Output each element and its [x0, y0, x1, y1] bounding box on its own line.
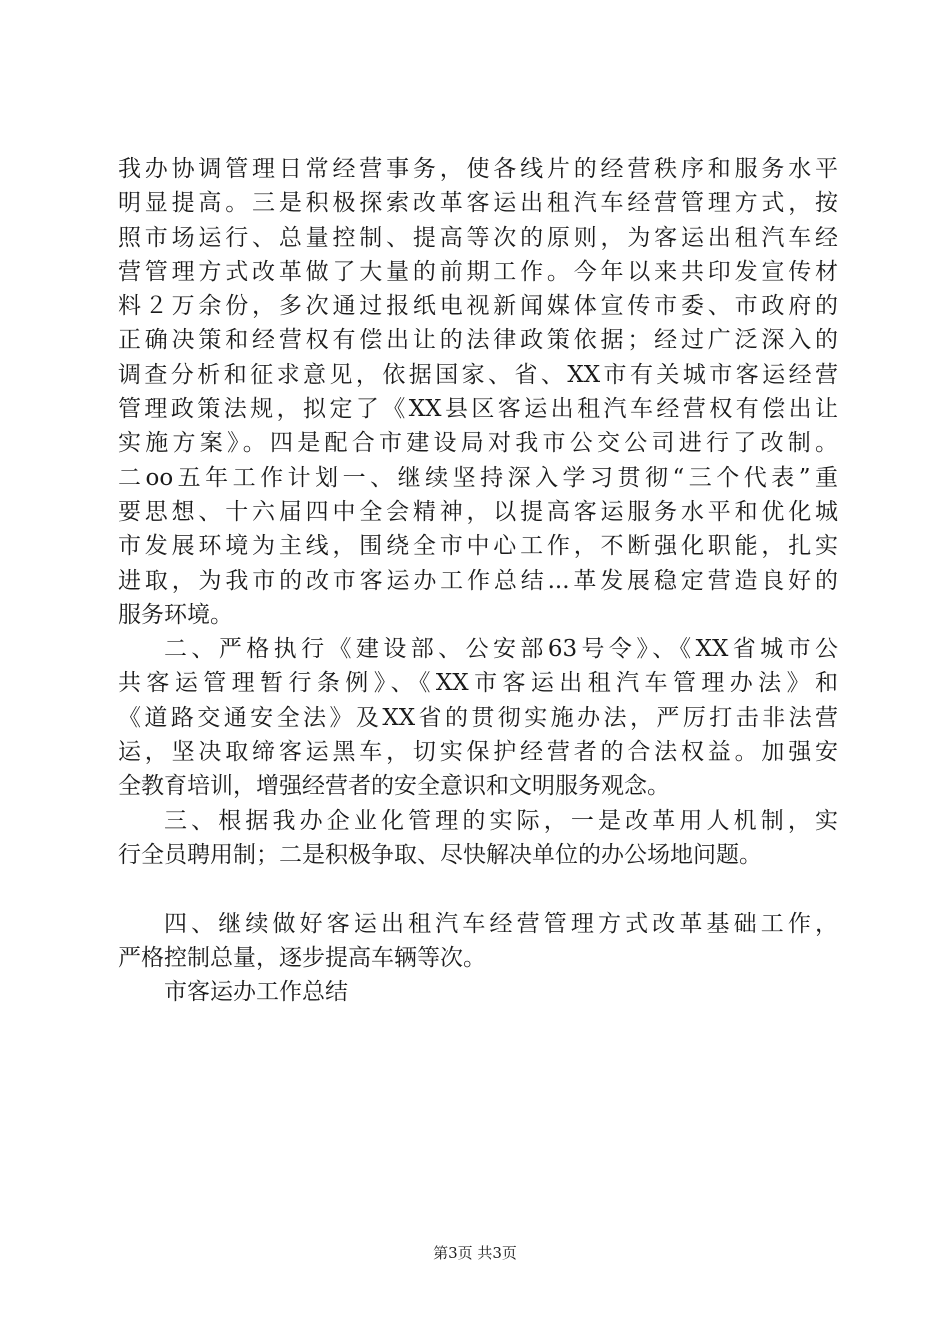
paragraph-first-line: 四、继续做好客运出租汽车经营管理方式改革基础工作， [164, 910, 838, 937]
text-line: 料２万余份，多次通过报纸电视新闻媒体宣传市委、市政府的 [118, 293, 838, 320]
text-line: 明显提高。三是积极探索改革客运出租汽车经营管理方式，按 [118, 190, 838, 217]
paragraph-gap [118, 872, 838, 906]
text-line: 运，坚决取缔客运黑车，切实保护经营者的合法权益。加强安 [118, 739, 838, 766]
closing-title: 市客运办工作总结 [164, 979, 348, 1006]
paragraph-first-line: 二、严格执行《建设部、公安部63号令》、《XX省城市公 [164, 636, 838, 663]
text-line: 进取，为我市的改市客运办工作总结...革发展稳定营造良好的 [118, 567, 838, 594]
text-line: 照市场运行、总量控制、提高等次的原则，为客运出租汽车经 [118, 224, 838, 251]
text-line: 实施方案》。四是配合市建设局对我市公交公司进行了改制。 [118, 430, 838, 457]
paragraph-first-line: 三、根据我办企业化管理的实际，一是改革用人机制，实 [164, 807, 838, 834]
document-body [118, 152, 838, 1009]
text-line: 市发展环境为主线，围绕全市中心工作，不断强化职能，扎实 [118, 533, 838, 560]
text-line: 我办协调管理日常经营事务，使各线片的经营秩序和服务水平 [118, 156, 838, 182]
text-line: 严格控制总量，逐步提高车辆等次。 [118, 944, 486, 971]
text-line: 《道路交通安全法》及XX省的贯彻实施办法，严厉打击非法营 [118, 704, 838, 731]
page-footer: 第3页 共3页 [433, 1244, 517, 1262]
text-line: 共客运管理暂行条例》、《XX市客运出租汽车管理办法》和 [118, 670, 838, 697]
text-line: 全教育培训，增强经营者的安全意识和文明服务观念。 [118, 773, 670, 800]
text-line: 服务环境。 [118, 601, 233, 628]
text-line: 正确决策和经营权有偿出让的法律政策依据；经过广泛深入的 [118, 327, 838, 354]
text-line: 调查分析和征求意见，依据国家、省、XX市有关城市客运经营 [118, 361, 838, 388]
text-line: 管理政策法规，拟定了《XX县区客运出租汽车经营权有偿出让 [118, 396, 838, 423]
text-line: 二oo五年工作计划一、继续坚持深入学习贯彻“三个代表”重 [118, 464, 838, 491]
text-line: 营管理方式改革做了大量的前期工作。今年以来共印发宣传材 [118, 258, 838, 285]
text-line: 要思想、十六届四中全会精神，以提高客运服务水平和优化城 [118, 498, 838, 525]
text-line: 行全员聘用制；二是积极争取、尽快解决单位的办公场地问题。 [118, 841, 762, 868]
